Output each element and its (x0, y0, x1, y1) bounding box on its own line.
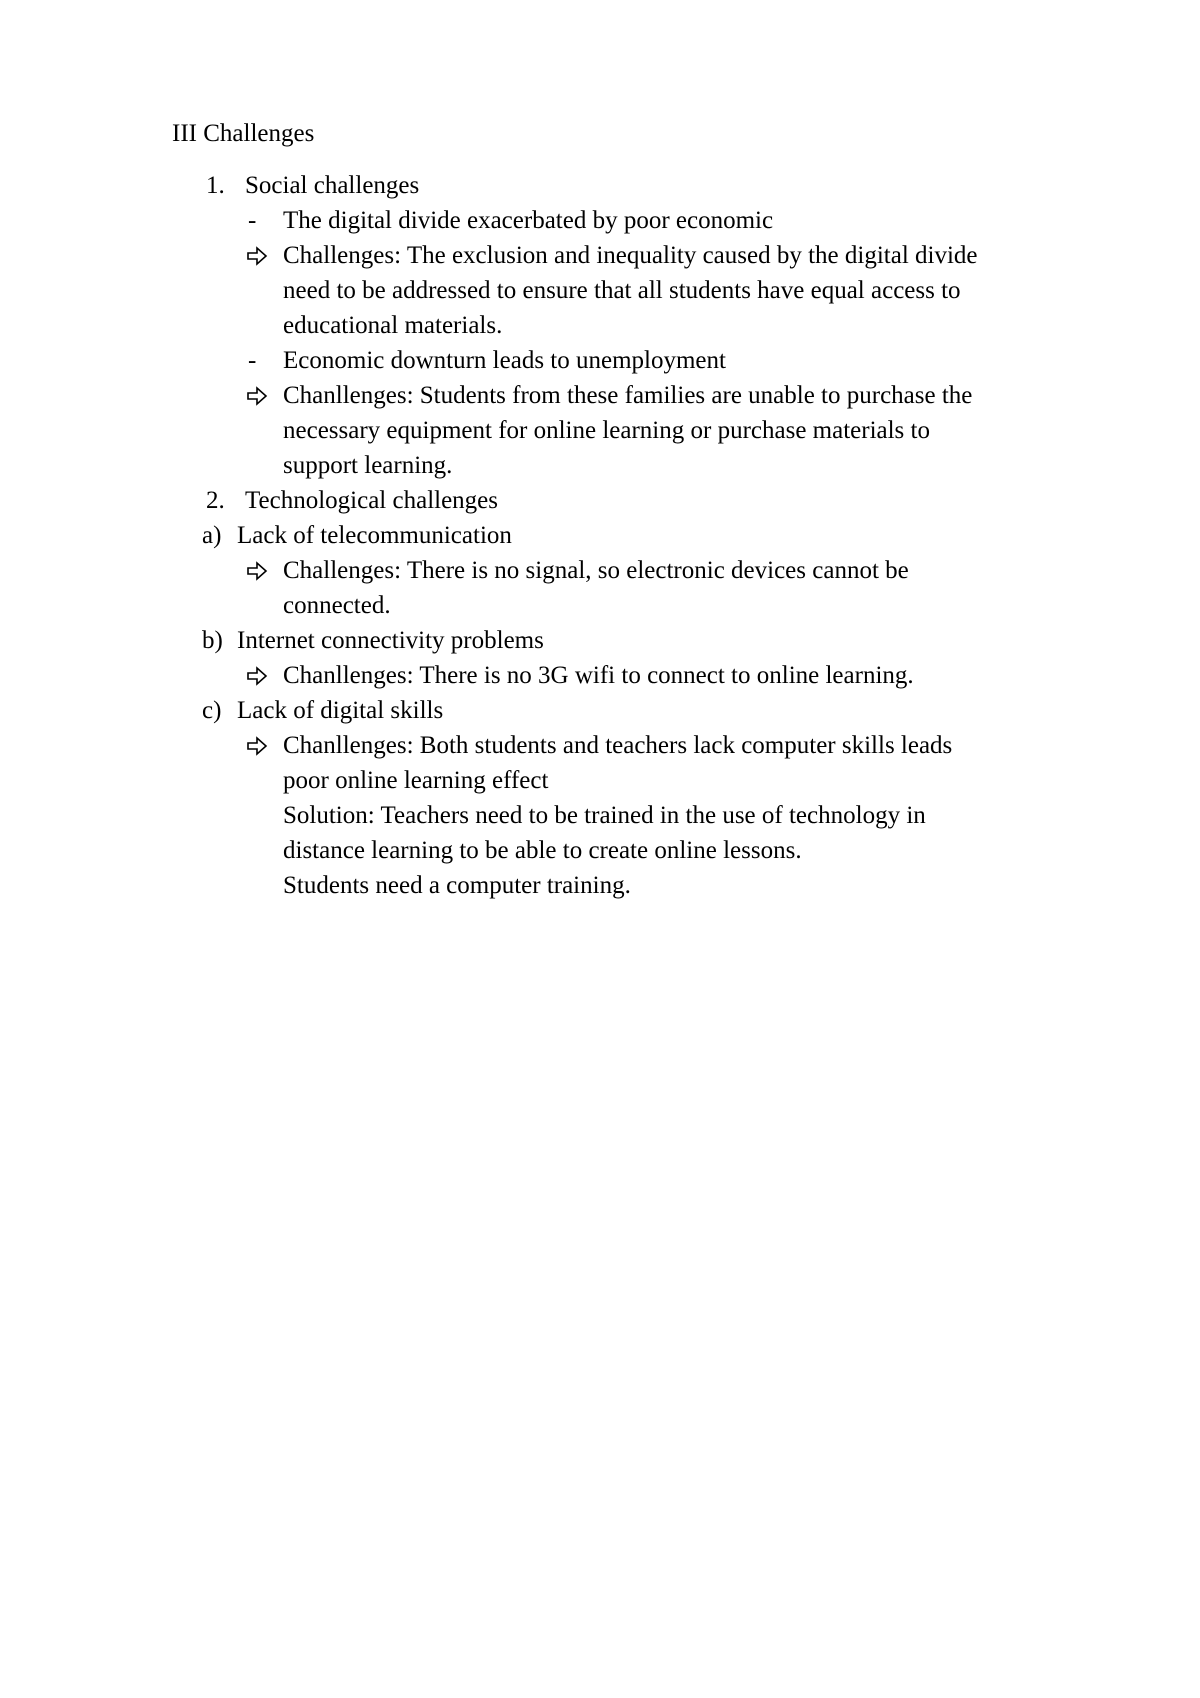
solution-text: Students need a computer training. (283, 872, 631, 899)
bullet-text: Economic downturn leads to unemployment (283, 347, 726, 374)
arrow-icon (246, 385, 268, 407)
bullet-text: The digital divide exacerbated by poor economic (283, 207, 774, 234)
arrow-icon (246, 560, 268, 582)
list-number: 2. (206, 487, 225, 514)
challenge-text: necessary equipment for online learning or purchase materials to (283, 417, 930, 444)
challenge-text: Chanllenges: Students from these families are unable to purchase the (283, 382, 973, 409)
challenge-text: support learning. (283, 452, 453, 479)
section-title: Technological challenges (245, 487, 499, 514)
challenge-text: poor online learning effect (283, 767, 549, 794)
challenge-text: Challenges: There is no signal, so electronic devices cannot be (283, 557, 909, 584)
dash-bullet: - (248, 207, 257, 234)
arrow-icon (246, 245, 268, 267)
solution-text: Solution: Teachers need to be trained in the use of technology in (283, 802, 926, 829)
list-letter: a) (202, 522, 222, 549)
list-letter: c) (202, 697, 222, 724)
dash-bullet: - (248, 347, 257, 374)
subsection-title: Lack of telecommunication (237, 522, 512, 549)
section-title: Social challenges (245, 172, 420, 199)
arrow-icon (246, 665, 268, 687)
challenge-text: Chanllenges: Both students and teachers lack computer skills leads (283, 732, 953, 759)
list-letter: b) (202, 627, 223, 654)
list-number: 1. (206, 172, 225, 199)
section-heading: III Challenges (172, 120, 315, 147)
subsection-title: Internet connectivity problems (237, 627, 544, 654)
challenge-text: educational materials. (283, 312, 503, 339)
subsection-title: Lack of digital skills (237, 697, 444, 724)
arrow-icon (246, 735, 268, 757)
challenge-text: Chanllenges: There is no 3G wifi to connect to online learning. (283, 662, 914, 689)
challenge-text: Challenges: The exclusion and inequality caused by the digital divide (283, 242, 978, 269)
solution-text: distance learning to be able to create online lessons. (283, 837, 802, 864)
challenge-text: connected. (283, 592, 391, 619)
challenge-text: need to be addressed to ensure that all students have equal access to (283, 277, 961, 304)
